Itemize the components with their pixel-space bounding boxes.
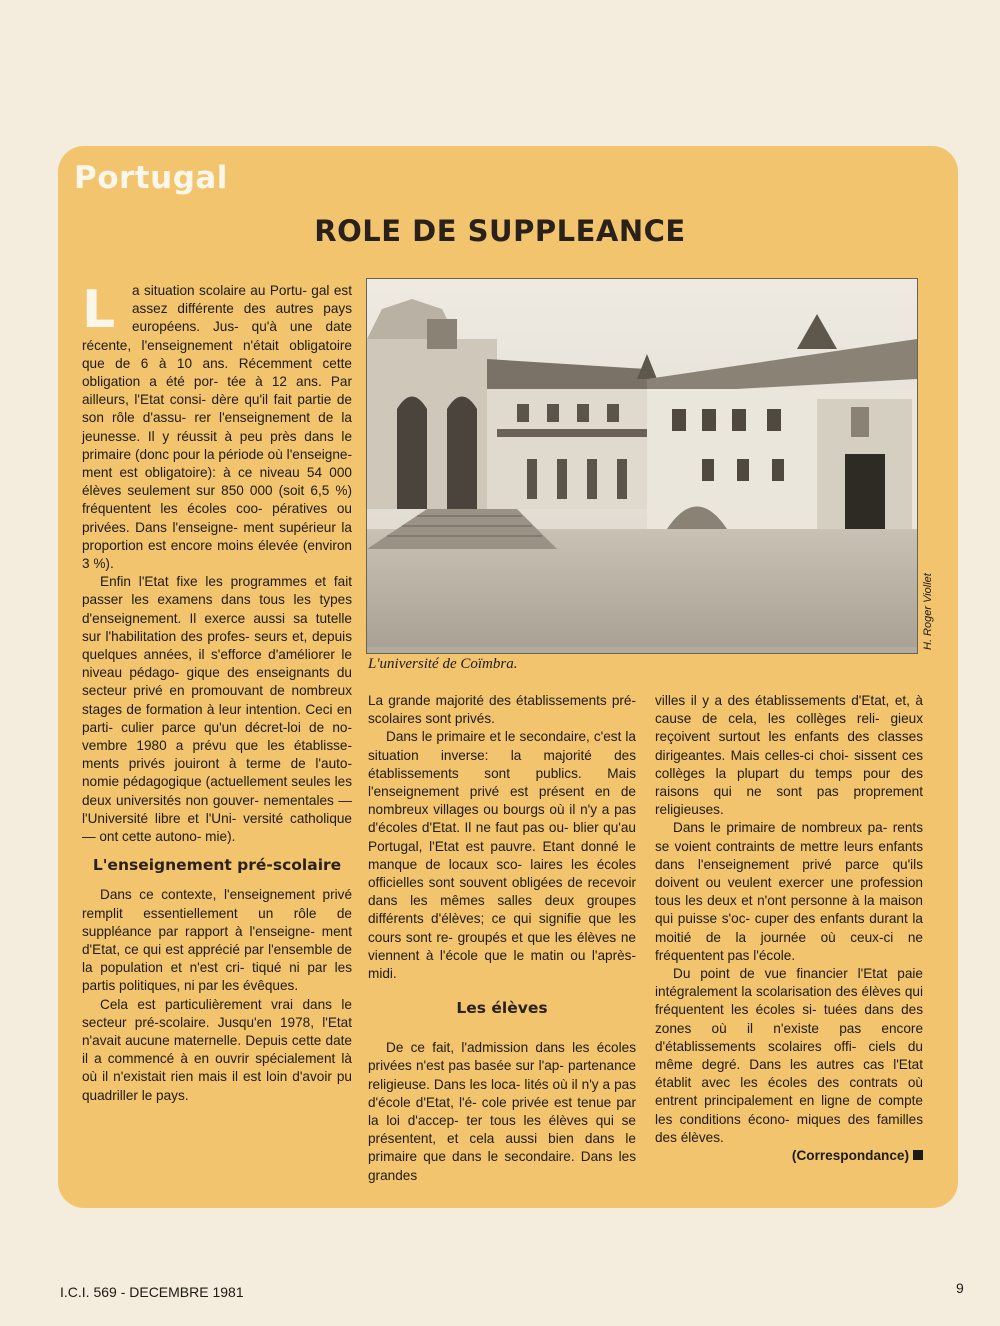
paragraph: Dans ce contexte, l'enseignement privé remplit essentiellement un rôle de suppléance par rapport à l'enseigne- ment d'Etat, ce qui est apprécié par l'ensemble de la population et n'est cri- tiqué ni par les partis politiques, ni par les évêques. [82,887,352,994]
paragraph: Dans le primaire de nombreux pa- rents se voient contraints de mettre leurs enfants dans l'enseignement privé parce qu'ils doivent ou veulent exercer une profession tous les deux et n'ont personne à la maison qui puisse s'oc- cuper des enfants durant la moitié de la journée où ceux-ci ne fréquentent pas l'école. [655,820,923,963]
article-title: ROLE DE SUPPLEANCE [314,214,686,248]
subheading-pre-scolaire: L'enseignement pré-scolaire [92,856,342,875]
university-building-image [367,279,917,653]
paragraph: Du point de vue financier l'Etat paie intégralement la scolarisation des élèves qui fréquentent les écoles si- tuées dans des zones où il n'existe pas encore d'établissements scolaires offi- ciels du même degré. Dans les autres cas l'Etat établit avec les écoles des contrats où entrent principalement en ligne de compte les conditions écono- miques des familles des élèves. [655,966,923,1145]
paragraph: Cela est particulièrement vrai dans le secteur pré-scolaire. Jusqu'en 1978, l'Etat n'avait aucune maternelle. Depuis cette date il a commencé à en ouvrir spécialement là où il n'existait rien mais il est loin d'avoir pu quadriller le pays. [82,996,352,1103]
paragraph: De ce fait, l'admission dans les écoles privées n'est pas basée sur l'ap- partenance religieuse. Dans les loca- lités où il n'y a pas d'école d'Etat, l'é- cole privée est tenue par la loi d'accep- ter tous les élèves qui se présentent, et cela aussi bien dans le primaire que dans le secondaire. Dans les grandes [368,1040,636,1183]
issue-footer: I.C.I. 569 - DECEMBRE 1981 [60,1284,244,1300]
column-1 [82,282,352,1105]
subheading-eleves: Les élèves [456,999,548,1018]
paragraph: Enfin l'Etat fixe les programmes et fait passer les examens dans tous les types d'enseignement. Il exerce aussi sa tutelle sur l'habilitation des profes- seurs et, depuis quelques années, il s'efforce d'améliorer le niveau pédago- gique des enseignants du secteur privé en promouvant de nombreux stages de formation à leur intention. Ceci en parti- culier parce qu'un décret-loi de no- vembre 1980 a prévu que les établisse- ments privés jouiront à terme de l'auto- nomie pédagogique (actuellement seules les deux universités non gouver- nementales — l'Université libre et l'Uni- versité catholique — ont cette autono- mie). [82,574,352,845]
column-3 [655,692,923,1165]
university-photo [366,278,918,654]
photo-credit-text: H. Roger Viollet [922,573,934,650]
column-2 [368,692,636,1185]
paragraph: a situation scolaire au Portu- gal est assez différente des autres pays européens. Jus- qu'à une date récente, l'enseignement n'était obligatoire que de 6 à 10 ans. Récemment cette obligation a été por- tée à 12 ans. Par ailleurs, l'Etat consi- dère qu'il fait partie de son rôle d'assu- rer l'enseignement de la jeunesse. Il y réussit à peu près dans le primaire (donc pour la période où l'enseigne- ment est obligatoire): à ce niveau 54 000 élèves seulement sur 850 000 (soit 6,5 %) fréquentent les écoles coo- pératives ou privées. Dans l'enseigne- ment supérieur la proportion est encore moins élevée (environ 3 %). [82,283,352,572]
photo-caption: L'université de Coïmbra. [368,656,518,672]
paragraph: villes il y a des établissements d'Etat, et, à cause de cela, les collèges reli- gieux reçoivent surtout les enfants des classes dirigeantes. Mais celles-ci choi- sissent ces collèges la plupart du temps pour des raisons qui ne sont pas proprement religieuses. [655,693,923,818]
drop-cap: L [82,280,116,340]
signature-text: (Correspondance) [791,1148,909,1164]
section-label: Portugal [74,160,228,196]
end-mark-icon [913,1150,923,1160]
page-number: 9 [956,1280,964,1296]
paragraph: Dans le primaire et le secondaire, c'est la situation inverse: la majorité des établissements sont publics. Mais l'enseignement privé est présent en de nombreux villages ou bourgs où il n'y a pas d'écoles d'Etat. Il ne faut pas ou- blier qu'au Portugal, l'Etat est pauvre. Etant donné le manque de locaux sco- laires les écoles officielles sont souvent obligées de recevoir dans les mêmes salles deux groupes différents d'élèves; ce qui signifie que les cours sont re- groupés et que les élèves ne viennent à l'école que le matin ou l'après-midi. [368,729,636,982]
article-signature [655,1147,923,1165]
paragraph: La grande majorité des établissements pré-scolaires sont privés. [368,693,636,727]
